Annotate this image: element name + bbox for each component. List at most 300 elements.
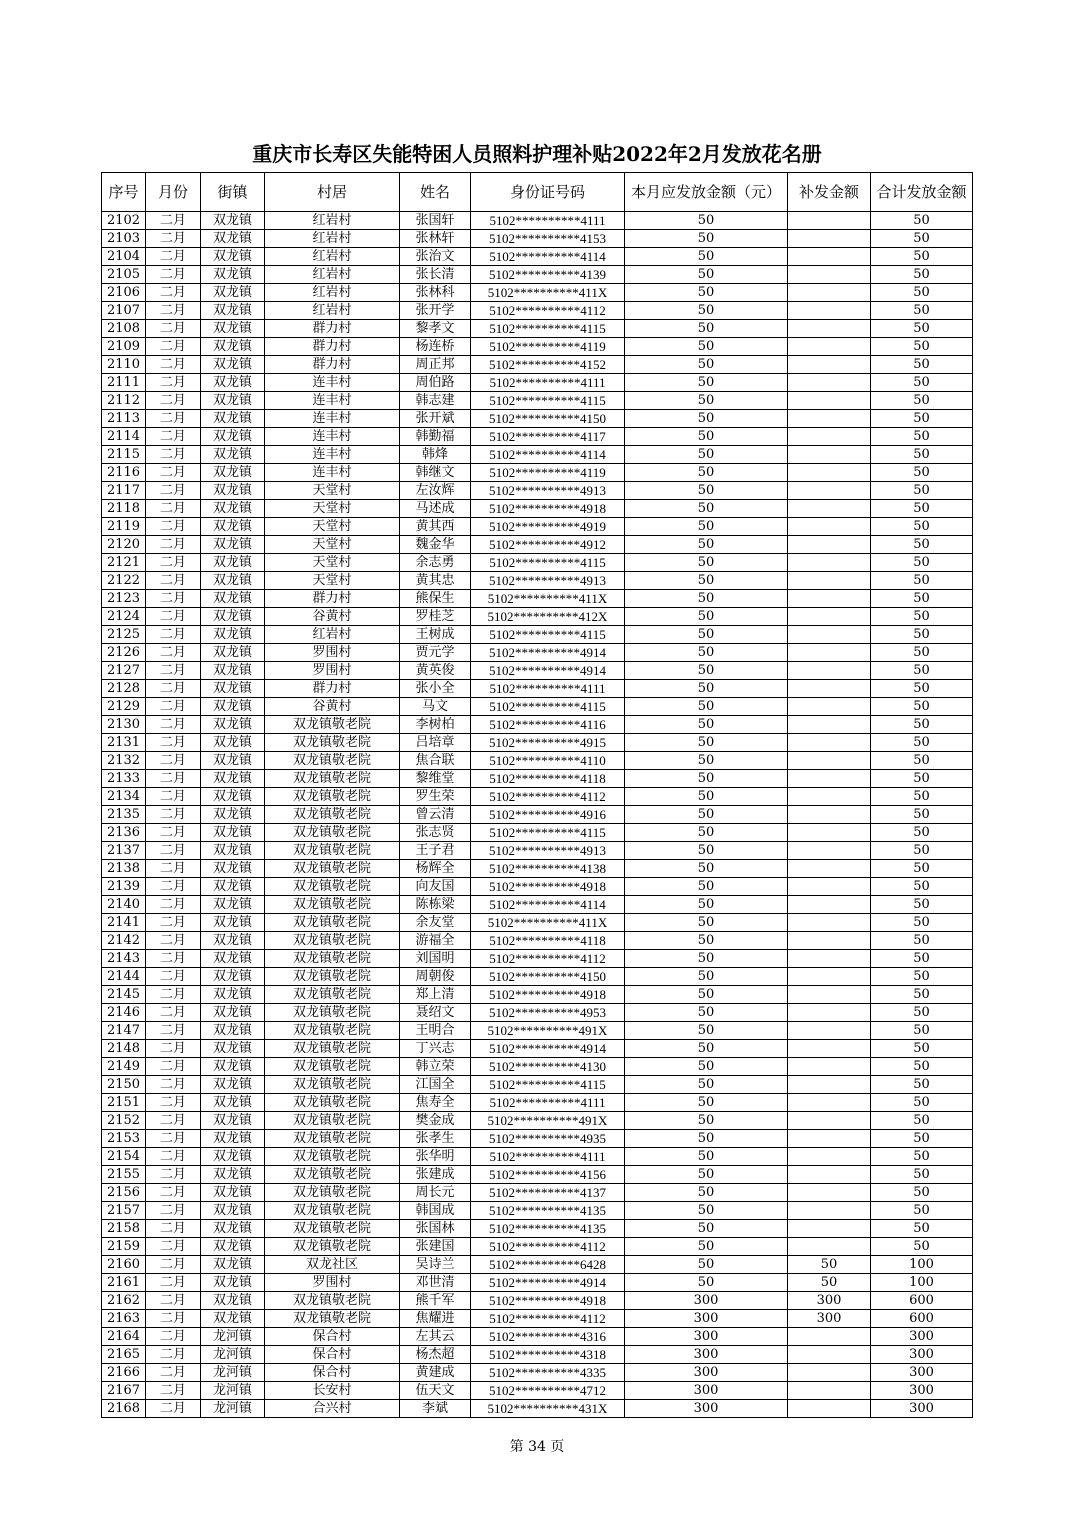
cell-town: 双龙镇 (201, 392, 265, 410)
table-row (102, 1400, 973, 1418)
cell-monthly-amount: 50 (625, 464, 788, 482)
cell-index: 2132 (102, 752, 146, 770)
cell-village: 红岩村 (265, 302, 400, 320)
cell-index: 2156 (102, 1184, 146, 1202)
cell-village: 双龙镇敬老院 (265, 878, 400, 896)
cell-id-number: 5102**********4111 (471, 1094, 625, 1112)
table-row (102, 320, 973, 338)
cell-name: 伍天文 (400, 1382, 471, 1400)
table-row (102, 248, 973, 266)
cell-id-number: 5102**********4916 (471, 806, 625, 824)
cell-monthly-amount: 50 (625, 1004, 788, 1022)
cell-month: 二月 (146, 950, 201, 968)
cell-month: 二月 (146, 554, 201, 572)
cell-total-amount: 50 (871, 284, 973, 302)
cell-id-number: 5102**********4117 (471, 428, 625, 446)
cell-total-amount: 600 (871, 1292, 973, 1310)
cell-village: 红岩村 (265, 266, 400, 284)
cell-back-pay (788, 824, 871, 842)
cell-back-pay (788, 356, 871, 374)
cell-village: 群力村 (265, 320, 400, 338)
cell-monthly-amount: 300 (625, 1364, 788, 1382)
cell-index: 2148 (102, 1040, 146, 1058)
cell-back-pay (788, 554, 871, 572)
cell-id-number: 5102**********4119 (471, 464, 625, 482)
table-row (102, 824, 973, 842)
cell-total-amount: 50 (871, 356, 973, 374)
cell-month: 二月 (146, 248, 201, 266)
cell-name: 焦寿全 (400, 1094, 471, 1112)
cell-name: 黄建成 (400, 1364, 471, 1382)
cell-monthly-amount: 50 (625, 824, 788, 842)
cell-month: 二月 (146, 1292, 201, 1310)
cell-month: 二月 (146, 230, 201, 248)
cell-monthly-amount: 50 (625, 554, 788, 572)
cell-monthly-amount: 50 (625, 1130, 788, 1148)
table-row (102, 986, 973, 1004)
cell-index: 2143 (102, 950, 146, 968)
cell-name: 周朝俊 (400, 968, 471, 986)
cell-village: 连丰村 (265, 464, 400, 482)
cell-town: 龙河镇 (201, 1382, 265, 1400)
table-row (102, 914, 973, 932)
cell-id-number: 5102**********4914 (471, 644, 625, 662)
cell-index: 2149 (102, 1058, 146, 1076)
cell-monthly-amount: 50 (625, 500, 788, 518)
cell-back-pay (788, 716, 871, 734)
cell-id-number: 5102**********4953 (471, 1004, 625, 1022)
cell-name: 黄其西 (400, 518, 471, 536)
cell-id-number: 5102**********4139 (471, 266, 625, 284)
cell-monthly-amount: 50 (625, 1094, 788, 1112)
cell-index: 2164 (102, 1328, 146, 1346)
cell-name: 杨连桥 (400, 338, 471, 356)
cell-name: 张志贤 (400, 824, 471, 842)
cell-total-amount: 50 (871, 1094, 973, 1112)
cell-id-number: 5102**********4118 (471, 770, 625, 788)
cell-id-number: 5102**********4119 (471, 338, 625, 356)
cell-id-number: 5102**********4138 (471, 860, 625, 878)
table-row (102, 266, 973, 284)
cell-back-pay (788, 950, 871, 968)
cell-monthly-amount: 50 (625, 662, 788, 680)
cell-total-amount: 300 (871, 1400, 973, 1418)
cell-id-number: 5102**********4915 (471, 734, 625, 752)
cell-month: 二月 (146, 1184, 201, 1202)
cell-village: 保合村 (265, 1328, 400, 1346)
cell-total-amount: 300 (871, 1382, 973, 1400)
cell-id-number: 5102**********6428 (471, 1256, 625, 1274)
cell-id-number: 5102**********4115 (471, 1076, 625, 1094)
cell-month: 二月 (146, 1220, 201, 1238)
cell-month: 二月 (146, 878, 201, 896)
cell-town: 双龙镇 (201, 572, 265, 590)
cell-id-number: 5102**********4135 (471, 1220, 625, 1238)
cell-town: 双龙镇 (201, 248, 265, 266)
cell-index: 2150 (102, 1076, 146, 1094)
cell-total-amount: 300 (871, 1364, 973, 1382)
cell-town: 双龙镇 (201, 752, 265, 770)
cell-index: 2152 (102, 1112, 146, 1130)
table-row (102, 554, 973, 572)
cell-month: 二月 (146, 1022, 201, 1040)
cell-back-pay (788, 536, 871, 554)
cell-total-amount: 50 (871, 536, 973, 554)
cell-village: 双龙镇敬老院 (265, 1040, 400, 1058)
cell-index: 2122 (102, 572, 146, 590)
cell-town: 双龙镇 (201, 1094, 265, 1112)
cell-id-number: 5102**********4110 (471, 752, 625, 770)
cell-village: 谷黄村 (265, 608, 400, 626)
cell-town: 双龙镇 (201, 644, 265, 662)
cell-month: 二月 (146, 752, 201, 770)
cell-id-number: 5102**********4914 (471, 662, 625, 680)
cell-month: 二月 (146, 1202, 201, 1220)
table-row (102, 302, 973, 320)
cell-village: 双龙镇敬老院 (265, 1112, 400, 1130)
cell-monthly-amount: 50 (625, 680, 788, 698)
cell-id-number: 5102**********4115 (471, 554, 625, 572)
cell-name: 张国轩 (400, 212, 471, 230)
cell-village: 双龙镇敬老院 (265, 1022, 400, 1040)
cell-village: 双龙镇敬老院 (265, 1004, 400, 1022)
cell-id-number: 5102**********4111 (471, 212, 625, 230)
cell-town: 双龙镇 (201, 914, 265, 932)
cell-month: 二月 (146, 1256, 201, 1274)
cell-name: 张建国 (400, 1238, 471, 1256)
cell-month: 二月 (146, 446, 201, 464)
cell-monthly-amount: 300 (625, 1400, 788, 1418)
cell-total-amount: 50 (871, 1148, 973, 1166)
page-title: 重庆市长寿区失能特困人员照料护理补贴2022年2月发放花名册 (252, 142, 822, 166)
cell-village: 双龙镇敬老院 (265, 986, 400, 1004)
cell-town: 双龙镇 (201, 1058, 265, 1076)
cell-back-pay (788, 734, 871, 752)
cell-id-number: 5102**********4111 (471, 1148, 625, 1166)
cell-back-pay (788, 680, 871, 698)
cell-name: 左其云 (400, 1328, 471, 1346)
cell-index: 2112 (102, 392, 146, 410)
cell-back-pay (788, 698, 871, 716)
cell-total-amount: 50 (871, 248, 973, 266)
column-header-monthly-amount: 本月应发放金额（元） (625, 173, 788, 212)
cell-total-amount: 50 (871, 914, 973, 932)
cell-village: 双龙镇敬老院 (265, 716, 400, 734)
cell-back-pay (788, 1346, 871, 1364)
cell-id-number: 5102**********4335 (471, 1364, 625, 1382)
cell-monthly-amount: 50 (625, 1058, 788, 1076)
cell-index: 2163 (102, 1310, 146, 1328)
cell-village: 双龙镇敬老院 (265, 1202, 400, 1220)
cell-id-number: 5102**********4112 (471, 1238, 625, 1256)
cell-back-pay (788, 662, 871, 680)
table-row (102, 734, 973, 752)
cell-index: 2159 (102, 1238, 146, 1256)
cell-back-pay (788, 1220, 871, 1238)
cell-village: 红岩村 (265, 626, 400, 644)
cell-name: 聂绍文 (400, 1004, 471, 1022)
cell-back-pay: 300 (788, 1292, 871, 1310)
cell-name: 王树成 (400, 626, 471, 644)
table-row (102, 518, 973, 536)
cell-village: 双龙镇敬老院 (265, 752, 400, 770)
cell-monthly-amount: 50 (625, 950, 788, 968)
cell-index: 2162 (102, 1292, 146, 1310)
cell-town: 双龙镇 (201, 860, 265, 878)
cell-month: 二月 (146, 662, 201, 680)
cell-back-pay (788, 1130, 871, 1148)
cell-town: 双龙镇 (201, 806, 265, 824)
cell-town: 双龙镇 (201, 320, 265, 338)
cell-back-pay (788, 446, 871, 464)
cell-back-pay (788, 896, 871, 914)
cell-index: 2145 (102, 986, 146, 1004)
cell-back-pay (788, 1040, 871, 1058)
cell-village: 群力村 (265, 338, 400, 356)
cell-monthly-amount: 50 (625, 626, 788, 644)
cell-index: 2154 (102, 1148, 146, 1166)
cell-town: 双龙镇 (201, 212, 265, 230)
cell-back-pay (788, 1166, 871, 1184)
cell-name: 黎维堂 (400, 770, 471, 788)
cell-village: 双龙镇敬老院 (265, 1148, 400, 1166)
table-row (102, 860, 973, 878)
table-row (102, 1058, 973, 1076)
cell-total-amount: 50 (871, 500, 973, 518)
cell-name: 周正邦 (400, 356, 471, 374)
table-row (102, 1328, 973, 1346)
cell-back-pay (788, 878, 871, 896)
cell-village: 双龙镇敬老院 (265, 1310, 400, 1328)
cell-id-number: 5102**********4115 (471, 626, 625, 644)
cell-id-number: 5102**********4118 (471, 932, 625, 950)
cell-name: 游福全 (400, 932, 471, 950)
cell-month: 二月 (146, 392, 201, 410)
cell-village: 双龙镇敬老院 (265, 770, 400, 788)
page-number: 第 34 页 (509, 1439, 565, 1455)
cell-town: 双龙镇 (201, 302, 265, 320)
cell-index: 2124 (102, 608, 146, 626)
column-header-month: 月份 (146, 173, 201, 212)
cell-total-amount: 50 (871, 968, 973, 986)
column-header-name: 姓名 (400, 173, 471, 212)
cell-id-number: 5102**********4112 (471, 302, 625, 320)
table-row (102, 1184, 973, 1202)
cell-index: 2105 (102, 266, 146, 284)
cell-back-pay (788, 464, 871, 482)
cell-name: 樊金成 (400, 1112, 471, 1130)
cell-month: 二月 (146, 464, 201, 482)
table-row (102, 356, 973, 374)
cell-index: 2160 (102, 1256, 146, 1274)
cell-index: 2134 (102, 788, 146, 806)
cell-index: 2146 (102, 1004, 146, 1022)
cell-id-number: 5102**********4913 (471, 842, 625, 860)
cell-back-pay (788, 788, 871, 806)
cell-total-amount: 50 (871, 842, 973, 860)
cell-name: 余友堂 (400, 914, 471, 932)
cell-name: 邓世清 (400, 1274, 471, 1292)
cell-total-amount: 50 (871, 662, 973, 680)
table-row (102, 770, 973, 788)
cell-month: 二月 (146, 806, 201, 824)
cell-back-pay (788, 572, 871, 590)
cell-town: 双龙镇 (201, 842, 265, 860)
cell-id-number: 5102**********4913 (471, 482, 625, 500)
cell-back-pay (788, 1400, 871, 1418)
cell-id-number: 5102**********4912 (471, 536, 625, 554)
cell-back-pay (788, 1202, 871, 1220)
cell-village: 罗围村 (265, 662, 400, 680)
cell-month: 二月 (146, 608, 201, 626)
cell-id-number: 5102**********4918 (471, 1292, 625, 1310)
cell-id-number: 5102**********4152 (471, 356, 625, 374)
cell-index: 2102 (102, 212, 146, 230)
cell-id-number: 5102**********4316 (471, 1328, 625, 1346)
cell-village: 天堂村 (265, 554, 400, 572)
cell-village: 双龙镇敬老院 (265, 1058, 400, 1076)
cell-village: 罗围村 (265, 1274, 400, 1292)
cell-name: 李斌 (400, 1400, 471, 1418)
cell-monthly-amount: 50 (625, 212, 788, 230)
cell-town: 龙河镇 (201, 1400, 265, 1418)
cell-village: 红岩村 (265, 284, 400, 302)
cell-monthly-amount: 50 (625, 644, 788, 662)
cell-index: 2116 (102, 464, 146, 482)
cell-id-number: 5102**********4318 (471, 1346, 625, 1364)
cell-village: 双龙镇敬老院 (265, 1094, 400, 1112)
cell-id-number: 5102**********4112 (471, 1310, 625, 1328)
cell-total-amount: 50 (871, 230, 973, 248)
cell-id-number: 5102**********4914 (471, 1040, 625, 1058)
cell-total-amount: 50 (871, 1022, 973, 1040)
table-header-row (102, 173, 973, 212)
cell-town: 双龙镇 (201, 896, 265, 914)
cell-index: 2103 (102, 230, 146, 248)
cell-village: 双龙镇敬老院 (265, 950, 400, 968)
table-row (102, 410, 973, 428)
cell-village: 双龙镇敬老院 (265, 842, 400, 860)
cell-id-number: 5102**********491X (471, 1022, 625, 1040)
table-row (102, 482, 973, 500)
cell-monthly-amount: 50 (625, 788, 788, 806)
cell-total-amount: 50 (871, 302, 973, 320)
cell-back-pay (788, 410, 871, 428)
cell-monthly-amount: 50 (625, 986, 788, 1004)
cell-back-pay (788, 230, 871, 248)
cell-name: 张开学 (400, 302, 471, 320)
cell-village: 红岩村 (265, 230, 400, 248)
cell-name: 江国全 (400, 1076, 471, 1094)
cell-back-pay (788, 752, 871, 770)
cell-town: 双龙镇 (201, 698, 265, 716)
cell-village: 双龙镇敬老院 (265, 1076, 400, 1094)
cell-name: 杨杰超 (400, 1346, 471, 1364)
cell-back-pay (788, 1058, 871, 1076)
cell-monthly-amount: 50 (625, 932, 788, 950)
cell-monthly-amount: 50 (625, 320, 788, 338)
cell-name: 左汝辉 (400, 482, 471, 500)
cell-month: 二月 (146, 1166, 201, 1184)
cell-village: 双龙镇敬老院 (265, 896, 400, 914)
cell-monthly-amount: 50 (625, 716, 788, 734)
cell-total-amount: 300 (871, 1346, 973, 1364)
cell-month: 二月 (146, 1328, 201, 1346)
cell-town: 双龙镇 (201, 662, 265, 680)
cell-name: 焦耀进 (400, 1310, 471, 1328)
cell-name: 张林轩 (400, 230, 471, 248)
table-row (102, 806, 973, 824)
cell-id-number: 5102**********4918 (471, 878, 625, 896)
cell-monthly-amount: 50 (625, 1040, 788, 1058)
cell-monthly-amount: 50 (625, 1256, 788, 1274)
cell-name: 张孝生 (400, 1130, 471, 1148)
cell-name: 张治文 (400, 248, 471, 266)
cell-month: 二月 (146, 716, 201, 734)
cell-name: 罗生荣 (400, 788, 471, 806)
cell-monthly-amount: 50 (625, 734, 788, 752)
cell-name: 张小全 (400, 680, 471, 698)
cell-id-number: 5102**********4918 (471, 500, 625, 518)
cell-index: 2107 (102, 302, 146, 320)
cell-village: 连丰村 (265, 428, 400, 446)
cell-id-number: 5102**********4112 (471, 788, 625, 806)
cell-index: 2114 (102, 428, 146, 446)
cell-total-amount: 50 (871, 770, 973, 788)
cell-monthly-amount: 50 (625, 392, 788, 410)
cell-index: 2147 (102, 1022, 146, 1040)
cell-monthly-amount: 50 (625, 266, 788, 284)
cell-village: 群力村 (265, 680, 400, 698)
column-header-total-amount: 合计发放金额 (871, 173, 973, 212)
cell-index: 2165 (102, 1346, 146, 1364)
table-row (102, 1022, 973, 1040)
cell-monthly-amount: 50 (625, 608, 788, 626)
cell-name: 丁兴志 (400, 1040, 471, 1058)
cell-id-number: 5102**********4935 (471, 1130, 625, 1148)
cell-monthly-amount: 50 (625, 1022, 788, 1040)
table-row (102, 1040, 973, 1058)
cell-total-amount: 50 (871, 1040, 973, 1058)
cell-monthly-amount: 50 (625, 806, 788, 824)
cell-total-amount: 50 (871, 482, 973, 500)
cell-total-amount: 50 (871, 554, 973, 572)
cell-index: 2110 (102, 356, 146, 374)
table-row (102, 1238, 973, 1256)
cell-town: 双龙镇 (201, 950, 265, 968)
cell-total-amount: 100 (871, 1256, 973, 1274)
cell-village: 双龙镇敬老院 (265, 788, 400, 806)
cell-id-number: 5102**********4114 (471, 248, 625, 266)
cell-name: 张国林 (400, 1220, 471, 1238)
cell-name: 刘国明 (400, 950, 471, 968)
cell-total-amount: 50 (871, 464, 973, 482)
cell-monthly-amount: 50 (625, 698, 788, 716)
cell-back-pay (788, 266, 871, 284)
cell-back-pay (788, 1112, 871, 1130)
cell-monthly-amount: 50 (625, 518, 788, 536)
cell-village: 群力村 (265, 356, 400, 374)
cell-month: 二月 (146, 1040, 201, 1058)
table-row (102, 284, 973, 302)
cell-name: 贾元学 (400, 644, 471, 662)
cell-town: 双龙镇 (201, 356, 265, 374)
cell-monthly-amount: 50 (625, 284, 788, 302)
cell-town: 双龙镇 (201, 518, 265, 536)
cell-monthly-amount: 50 (625, 428, 788, 446)
table-row (102, 1346, 973, 1364)
cell-index: 2118 (102, 500, 146, 518)
